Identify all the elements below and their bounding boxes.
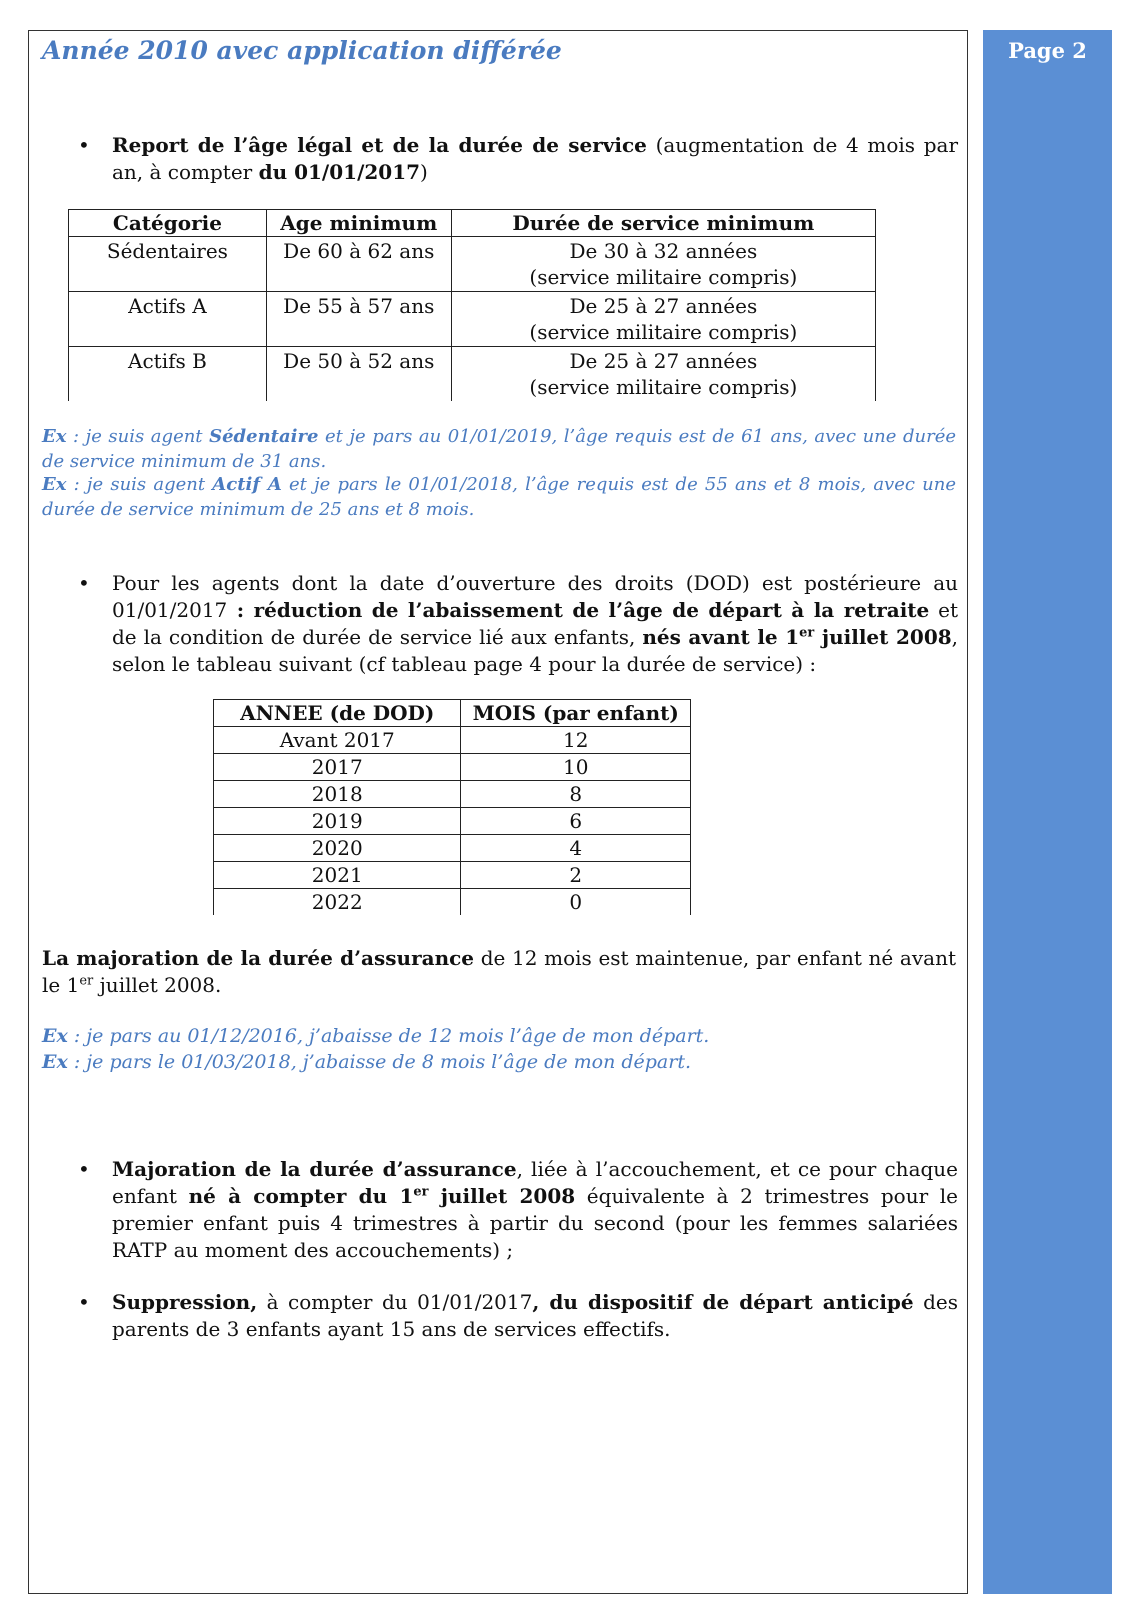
- cell-duree-line1: De 30 à 32 années: [569, 239, 758, 263]
- paragraph-text: juillet 2008.: [93, 973, 222, 997]
- bullet-plain-text: , selon le tableau suivant (cf tableau page 4 pour la durée de service) :: [112, 625, 959, 676]
- example-text: et je pars le 01/01/2018, l’âge requis est de 55 ans et 8 mois, avec une durée de service minimum de 25 ans et 8 mois.: [42, 474, 956, 520]
- example-lead: Ex: [42, 426, 67, 447]
- superscript: er: [799, 625, 815, 641]
- example-text: : je pars au 01/12/2016, j’abaisse de 12 mois l’âge de mon départ.: [67, 1025, 710, 1047]
- table-row: [214, 835, 691, 862]
- cell-mois: 8: [461, 781, 691, 808]
- bullet-bold-text: , du dispositif de départ anticipé: [532, 1290, 914, 1314]
- bullet-bold-text: Majoration de la durée d’assurance: [112, 1157, 517, 1181]
- page-title: Année 2010 avec application différée: [42, 36, 562, 65]
- bullet-bold-text: juillet 2008: [428, 1184, 576, 1208]
- example-lead: Ex: [42, 1025, 68, 1047]
- cell-categorie: Actifs A: [69, 292, 267, 347]
- paragraph-bold: La majoration de la durée d’assurance: [42, 946, 475, 970]
- bullet-icon: •: [78, 571, 90, 595]
- bullet-bold-text: né à compter du 1: [188, 1184, 414, 1208]
- col-header-annee: ANNEE (de DOD): [214, 700, 461, 727]
- bullet-bold-text: nés avant le 1: [642, 625, 800, 649]
- example-text: et je pars au 01/01/2019, l’âge requis est de 61 ans, avec une durée de service minimum de 31 ans.: [42, 426, 957, 472]
- example-bold: Actif A: [212, 474, 282, 495]
- example-lead: Ex: [42, 1051, 68, 1073]
- cell-age: De 55 à 57 ans: [266, 292, 451, 347]
- bullet-end: ): [420, 160, 428, 184]
- cell-categorie: Actifs B: [69, 347, 267, 402]
- example-depart-2016: [42, 1024, 956, 1049]
- bullet-report-age-legal: [78, 132, 958, 186]
- cell-duree-line2: (service militaire compris): [529, 265, 798, 289]
- bullet-icon: •: [78, 1290, 90, 1314]
- bullet-bold-text: juillet 2008: [814, 625, 952, 649]
- bullet-date: du 01/01/2017: [258, 160, 421, 184]
- bullet-suppression: [78, 1289, 958, 1343]
- cell-duree: [451, 347, 875, 402]
- col-header-duree: Durée de service minimum: [451, 210, 875, 237]
- example-text: : je pars le 01/03/2018, j’abaisse de 8 mois l’âge de mon départ.: [67, 1051, 692, 1073]
- bullet-plain-text: équivalente à 2 trimestres pour le premier enfant puis 4 trimestres à partir du second (pour les femmes salariées RATP au moment des accouchements) ;: [112, 1184, 958, 1262]
- bullet-plain-text: des parents de 3 enfants ayant 15 ans de services effectifs.: [112, 1290, 958, 1341]
- bullet-icon: •: [78, 1157, 90, 1181]
- superscript: er: [79, 973, 94, 989]
- cell-duree-line2: (service militaire compris): [529, 320, 798, 344]
- cell-duree: [451, 237, 875, 292]
- example-text: : je suis agent: [66, 474, 213, 495]
- example-actif-a: [42, 472, 956, 522]
- cell-duree-line1: De 25 à 27 années: [569, 349, 758, 373]
- bullet-majoration-accouchement: [78, 1156, 958, 1264]
- bullet-plain-text: (augmentation de 4 mois par an, à compter: [112, 133, 958, 184]
- bullet-plain-text: Pour les agents dont la date d’ouverture des droits (DOD) est postérieure au 01/01/2017: [112, 571, 958, 622]
- cell-annee: 2022: [214, 889, 461, 916]
- side-bar: [983, 30, 1112, 1594]
- bullet-text: [112, 132, 958, 186]
- table-row: [69, 347, 876, 402]
- table-row: [214, 862, 691, 889]
- bullet-bold-text: : réduction de l’abaissement de l’âge de départ à la retraite: [227, 598, 930, 622]
- bullet-text: [112, 1289, 958, 1343]
- cell-mois: 10: [461, 754, 691, 781]
- bullet-dod: [78, 570, 958, 678]
- cell-mois: 2: [461, 862, 691, 889]
- cell-annee: 2018: [214, 781, 461, 808]
- example-bold: Sédentaire: [209, 426, 319, 447]
- cell-mois: 12: [461, 727, 691, 754]
- bullet-text: [112, 570, 958, 678]
- bullet-plain-text: à compter du 01/01/2017: [257, 1290, 533, 1314]
- cell-categorie: Sédentaires: [69, 237, 267, 292]
- example-depart-2018: [42, 1050, 956, 1075]
- cell-mois: 0: [461, 889, 691, 916]
- cell-duree-line1: De 25 à 27 années: [569, 294, 758, 318]
- table-row: [69, 237, 876, 292]
- col-header-age: Age minimum: [266, 210, 451, 237]
- cell-duree: [451, 292, 875, 347]
- table-row: [214, 754, 691, 781]
- col-header-mois: MOIS (par enfant): [461, 700, 691, 727]
- example-sedentaire: [42, 424, 956, 474]
- cell-annee: 2017: [214, 754, 461, 781]
- table-row: [214, 889, 691, 916]
- dod-months-table: [213, 699, 691, 915]
- col-header-categorie: Catégorie: [69, 210, 267, 237]
- superscript: er: [413, 1184, 429, 1200]
- cell-mois: 6: [461, 808, 691, 835]
- table-row: [214, 808, 691, 835]
- table-row: [69, 292, 876, 347]
- table-row: [214, 727, 691, 754]
- cell-mois: 4: [461, 835, 691, 862]
- table-row: [214, 781, 691, 808]
- bullet-text: [112, 1156, 958, 1264]
- page-number: Page 2: [1008, 38, 1087, 63]
- cell-annee: Avant 2017: [214, 727, 461, 754]
- example-text: : je suis agent: [66, 426, 210, 447]
- bullet-plain-text: et de la condition de durée de service lié aux enfants,: [112, 598, 958, 649]
- bullet-bold-text: Suppression,: [112, 1290, 258, 1314]
- bullet-icon: •: [78, 133, 90, 157]
- bullet-bold-text: Report de l’âge légal et de la durée de service: [112, 133, 647, 157]
- majoration-paragraph: [42, 945, 956, 999]
- example-lead: Ex: [42, 474, 67, 495]
- cell-age: De 60 à 62 ans: [266, 237, 451, 292]
- paragraph-text: de 12 mois est maintenue, par enfant né avant le 1: [42, 946, 956, 997]
- cell-age: De 50 à 52 ans: [266, 347, 451, 402]
- cell-annee: 2020: [214, 835, 461, 862]
- cell-annee: 2021: [214, 862, 461, 889]
- cell-duree-line2: (service militaire compris): [529, 375, 798, 399]
- cell-annee: 2019: [214, 808, 461, 835]
- categories-table: [68, 209, 876, 401]
- bullet-plain-text: , liée à l’accouchement, et ce pour chaque enfant: [112, 1157, 959, 1208]
